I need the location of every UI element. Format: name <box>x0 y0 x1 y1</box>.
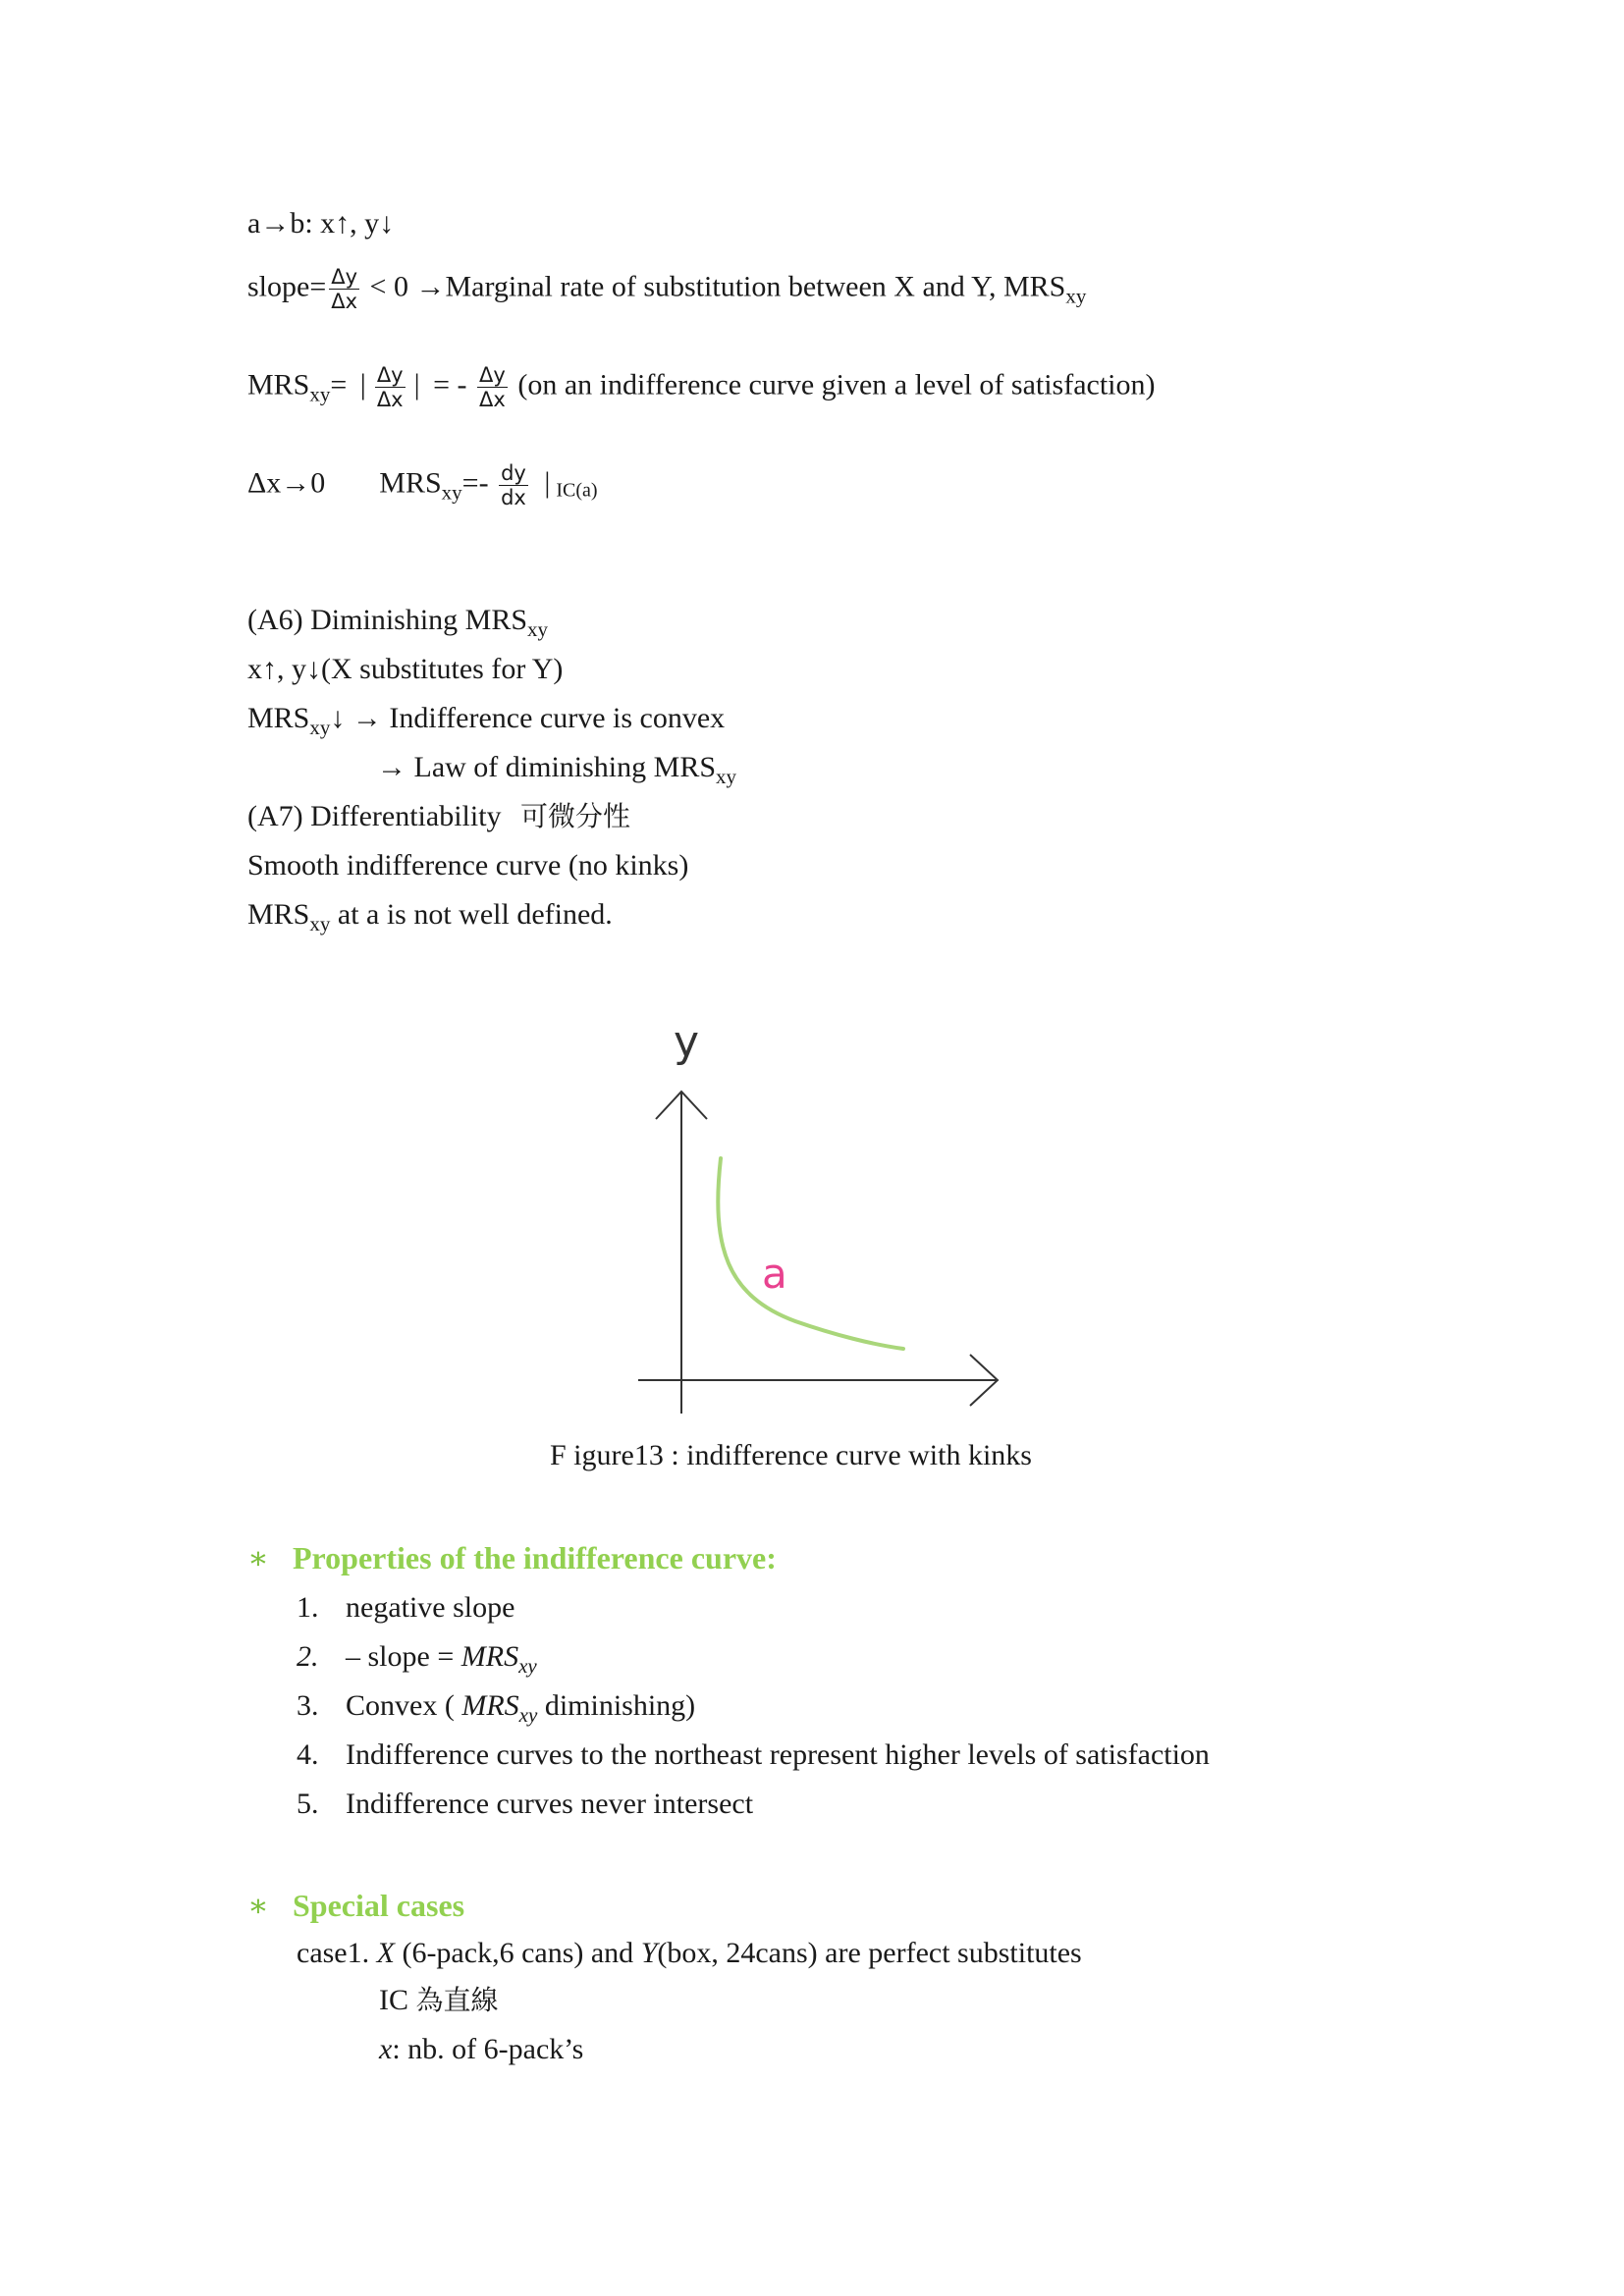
x-description: : nb. of 6-pack’s <box>392 2033 584 2065</box>
equals-minus: = - <box>433 368 467 401</box>
mrs-label: MRS <box>247 898 310 931</box>
list-item <box>297 1787 753 1822</box>
a6-text: (A6) Diminishing MRS <box>247 604 528 636</box>
subscript-xy: xy <box>441 480 462 505</box>
frac-numerator: Δy <box>479 363 506 387</box>
case1-post: (box, 24cans) are perfect substitutes <box>657 1937 1082 1969</box>
equals-minus: =- <box>461 466 489 500</box>
a7-line-c <box>247 897 613 941</box>
frac-denominator: Δx <box>331 290 358 313</box>
mrs-italic: MRS <box>461 1689 519 1722</box>
a6-line-d <box>377 750 736 794</box>
list-number: 3. <box>297 1689 319 1722</box>
case1-mid: (6-pack,6 cans) and <box>394 1937 641 1969</box>
subscript-xy: xy <box>309 382 331 406</box>
list-text-post: diminishing) <box>537 1689 696 1722</box>
properties-heading <box>247 1539 777 1576</box>
abs-bar-left: | <box>359 368 366 401</box>
frac-numerator: Δy <box>376 363 404 387</box>
list-number: 4. <box>297 1738 319 1771</box>
special-cases-title: Special cases <box>293 1888 465 1923</box>
slope-suffix: < 0 →Marginal rate of substitution between X and Y, MRS <box>362 270 1066 303</box>
slope-prefix: slope= <box>247 270 327 303</box>
list-item <box>297 1590 514 1626</box>
frac-numerator: Δy <box>331 265 358 289</box>
asterisk-icon: ∗ <box>247 1540 269 1575</box>
x-definition <box>379 2032 583 2067</box>
asterisk-icon: ∗ <box>247 1888 269 1923</box>
subscript-xy: xy <box>527 617 549 641</box>
indifference-curve-figure <box>628 1021 1021 1428</box>
a7-text: (A7) Differentiability <box>247 800 502 832</box>
fraction-dy-dx <box>477 363 508 411</box>
mrs-label: MRS <box>247 368 310 401</box>
a6-line-c <box>247 701 725 745</box>
eval-bar: | <box>544 466 551 500</box>
list-number: 1. <box>297 1591 319 1624</box>
ic-a-label: IC(a) <box>556 479 598 502</box>
mrs-note: (on an indifference curve given a level of satisfaction) <box>517 368 1156 401</box>
indifference-curve <box>718 1158 903 1349</box>
y-axis-label: y <box>674 1021 700 1067</box>
var-x-lower: x <box>379 2033 393 2065</box>
list-number: 2. <box>297 1640 319 1673</box>
frac-numerator: dy <box>501 461 526 485</box>
a6-c-text: ↓ → Indifference curve is convex <box>330 702 726 734</box>
subscript-xy: xy <box>1065 284 1087 308</box>
list-item <box>297 1639 537 1683</box>
list-text: negative slope <box>346 1591 515 1624</box>
slope-line <box>247 265 1086 313</box>
frac-denominator: Δx <box>479 388 506 411</box>
subscript-xy: xy <box>716 765 737 788</box>
list-item <box>297 1688 695 1733</box>
a7-c-text: at a is not well defined. <box>330 898 613 931</box>
point-a-label: a <box>762 1250 787 1298</box>
properties-title: Properties of the indifference curve: <box>293 1540 777 1575</box>
var-y: Y <box>640 1937 658 1969</box>
list-item <box>297 1737 1210 1773</box>
var-x: X <box>376 1937 395 1969</box>
fraction-dy-dx <box>375 363 406 411</box>
mrs-italic: MRS <box>460 1640 519 1673</box>
list-text: Convex ( <box>346 1689 462 1722</box>
subscript-xy: xy <box>518 1654 537 1678</box>
subscript-xy: xy <box>309 716 331 739</box>
a6-heading <box>247 603 548 647</box>
fraction-dy-dx-derivative <box>499 461 528 509</box>
abs-bar-right: | <box>413 368 420 401</box>
a6-line-b: x↑, y↓(X substitutes for Y) <box>247 653 564 685</box>
a6-d-text: → Law of diminishing MRS <box>377 751 717 783</box>
ic-straight-line <box>379 1983 499 2018</box>
ic-cjk: 為直線 <box>415 1984 499 2016</box>
list-text: – slope = <box>346 1640 461 1673</box>
figure-caption: F igure13 : indifference curve with kinks <box>550 1439 1032 1471</box>
frac-denominator: Δx <box>376 388 404 411</box>
fraction-dy-dx <box>329 265 359 313</box>
frac-denominator: dx <box>501 486 526 509</box>
list-number: 5. <box>297 1788 319 1820</box>
mrs-definition-line <box>247 363 1156 411</box>
a7-heading <box>247 799 630 834</box>
mrs-label: MRS <box>247 702 310 734</box>
special-cases-heading <box>247 1887 464 1924</box>
ic-prefix: IC <box>379 1984 416 2016</box>
subscript-xy: xy <box>309 912 331 935</box>
mrs-label: MRS <box>379 466 442 500</box>
dx-to-zero: Δx→0 <box>247 466 326 500</box>
limit-line <box>247 461 598 509</box>
figure-svg <box>628 1021 1021 1423</box>
line-a-to-b: a→b: x↑, y↓ <box>247 207 395 240</box>
a7-line-b: Smooth indifference curve (no kinks) <box>247 849 689 881</box>
list-text: Indifference curves to the northeast represent higher levels of satisfaction <box>346 1738 1210 1771</box>
case1-prefix: case1. <box>297 1937 377 1969</box>
case1-line <box>297 1936 1082 1971</box>
a7-cjk: 可微分性 <box>520 800 631 832</box>
subscript-xy: xy <box>518 1703 538 1727</box>
list-text: Indifference curves never intersect <box>346 1788 754 1820</box>
equals: = <box>330 368 348 401</box>
